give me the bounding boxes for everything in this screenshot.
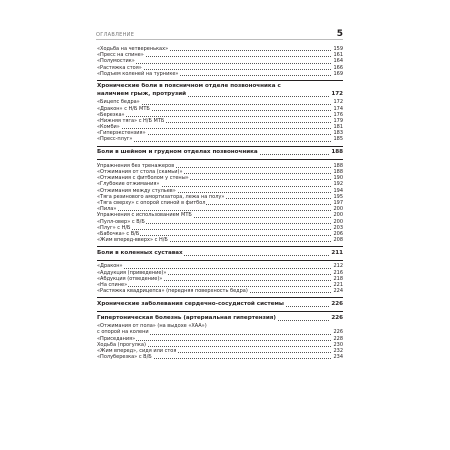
- toc-entry[interactable]: [97, 136, 343, 142]
- toc-entry-title: «Отжимания с фитболом у стены»: [97, 175, 189, 182]
- toc-section-heading[interactable]: [97, 301, 343, 308]
- toc-entry-title: «Полумостик»: [97, 58, 135, 65]
- toc-entry-page: 212: [333, 263, 343, 270]
- toc-entry-page: 226: [333, 329, 343, 336]
- toc-entry-page: 176: [333, 111, 343, 118]
- toc-entry-page: 206: [333, 230, 343, 237]
- toc-entry-title: Боли в шейном и грудном отделах позвоночника: [97, 149, 258, 156]
- toc-entry-title: «Комби»: [97, 124, 120, 131]
- toc-entry-page: 218: [333, 275, 343, 282]
- toc-entry-page: 183: [333, 130, 343, 137]
- toc-section-heading[interactable]: [97, 149, 343, 156]
- toc-entry-page: 203: [333, 224, 343, 231]
- toc-entry-page: 226: [331, 314, 343, 321]
- toc-entry-page: 188: [333, 169, 343, 175]
- toc-entry-page: 230: [333, 341, 343, 348]
- toc-entry-page: 172: [333, 99, 343, 106]
- toc-section-heading[interactable]: [97, 315, 343, 322]
- toc-entry-title: «Тяга сверху» с опорой спиной в фитбол: [97, 199, 206, 206]
- toc-entry-title: «Нижняя тяга» с Н/Б МТБ: [97, 117, 165, 124]
- toc-entry-page: 166: [333, 64, 343, 71]
- toc-entry-title: «Гиперэкстензия»: [97, 130, 146, 137]
- toc-entry-page: 208: [333, 237, 343, 244]
- toc-entry-title: «Аддукция (приведение)»: [97, 269, 167, 276]
- toc-entry-title: «Растяжка стоя»: [97, 64, 142, 71]
- table-of-contents: [97, 46, 343, 360]
- toc-entry-title: «Жим вперед», сидя или стоя: [97, 348, 177, 354]
- toc-entry-page: 174: [333, 105, 343, 112]
- toc-entry-title: «Пресс на спине»: [97, 52, 144, 59]
- toc-entry-page: 159: [333, 46, 343, 52]
- toc-entry-title: «Приседания»: [97, 335, 136, 342]
- toc-entry-page: 195: [333, 193, 343, 200]
- toc-entry-title: «Глубокие отжимания»: [97, 181, 160, 188]
- section-rule: [97, 297, 343, 298]
- toc-entry-title: Хронические боли в поясничном отделе позвоночника с: [97, 83, 281, 90]
- toc-entry-title: «Отжимания от пола» (на выдохе «ХАА»): [97, 323, 207, 330]
- toc-section-heading[interactable]: [97, 250, 343, 257]
- toc-entry-title: Боли в коленных суставах: [97, 249, 183, 256]
- toc-entry-title: Хронические заболевания сердечно-сосудистой системы: [97, 300, 284, 307]
- running-title: ОГЛАВЛЕНИЕ: [96, 32, 135, 38]
- toc-entry-page: 172: [331, 90, 343, 97]
- toc-entry-page: 181: [333, 124, 343, 131]
- section-rule: [97, 260, 343, 261]
- toc-entry-page: 228: [333, 335, 343, 342]
- toc-entry-page: 232: [333, 348, 343, 354]
- toc-entry-title: «Отжимания от стола (скамьи)»: [97, 169, 183, 175]
- toc-entry[interactable]: [97, 354, 343, 360]
- toc-entry-title: «Ходьба на четвереньках»: [97, 46, 169, 52]
- page-number: 5: [336, 29, 343, 39]
- toc-entry-title: Гипертоническая болезнь (артериальная гипертензия): [97, 314, 276, 321]
- toc-entry-title: «Плуг» с Н/Б: [97, 224, 131, 231]
- toc-entry-title: «Растяжка квадрицепса» (передняя поверхность бедра): [97, 288, 248, 295]
- toc-entry-title: «Пила»: [97, 206, 117, 213]
- toc-entry-title: «Березка»: [97, 111, 125, 118]
- toc-entry-page: 226: [331, 300, 343, 307]
- toc-entry-title: «Жим вперед-вверх» с Н/Б: [97, 237, 168, 244]
- toc-entry-page: 179: [333, 117, 343, 124]
- toc-entry-title: «Полуберезка» с В/Б: [97, 354, 152, 361]
- toc-entry-title: «Дракон»: [97, 263, 123, 270]
- toc-entry-title: с опорой на колени: [97, 329, 149, 336]
- toc-entry-page: 200: [333, 218, 343, 225]
- toc-section-heading[interactable]: [97, 91, 343, 98]
- toc-entry-title: «Пресс-плуг»: [97, 136, 133, 143]
- toc-entry-page: 197: [333, 199, 343, 206]
- toc-entry-title: «Тяга резинового амортизатора, лежа на полу»: [97, 193, 225, 200]
- toc-entry[interactable]: [97, 237, 343, 243]
- running-header: [96, 31, 343, 43]
- toc-section-heading[interactable]: [97, 83, 343, 90]
- toc-entry-page: 192: [333, 181, 343, 188]
- toc-entry-title: «Отжимания между стульев»: [97, 187, 176, 194]
- toc-entry-page: 185: [333, 136, 343, 143]
- toc-entry-page: 200: [333, 206, 343, 213]
- section-rule: [97, 80, 343, 81]
- toc-entry-title: Упражнения без тренажеров: [97, 162, 175, 169]
- toc-entry-page: 188: [333, 162, 343, 169]
- toc-entry-page: 194: [333, 187, 343, 194]
- toc-entry-title: «Дракон» с Н/Б МТБ: [97, 105, 150, 112]
- toc-entry-page: 234: [333, 354, 343, 361]
- toc-entry-page: 161: [333, 52, 343, 59]
- toc-entry-page: 200: [333, 212, 343, 219]
- toc-entry-title: «Пулл-овер» с В/Б: [97, 218, 145, 225]
- toc-entry-page: 224: [333, 288, 343, 295]
- toc-entry-page: 164: [333, 58, 343, 65]
- toc-entry[interactable]: [97, 71, 343, 77]
- toc-entry-title: «Абдукция (отведение)»: [97, 275, 163, 282]
- toc-entry-page: 216: [333, 269, 343, 276]
- toc-entry-title: «Подъем коленей на турнике»: [97, 70, 179, 77]
- toc-entry-page: 188: [331, 149, 343, 156]
- toc-entry-title: «Бицепс бедра»: [97, 99, 140, 106]
- toc-entry-page: 190: [333, 175, 343, 182]
- header-rule: [96, 39, 343, 40]
- section-rule: [97, 246, 343, 247]
- toc-entry-page: 211: [331, 249, 343, 256]
- section-rule: [97, 146, 343, 147]
- section-rule: [97, 311, 343, 312]
- toc-entry-title: Ходьба (прогулка): [97, 341, 146, 348]
- toc-entry-page: 169: [333, 70, 343, 77]
- toc-entry-title: наличием грыж, протрузий: [97, 90, 187, 97]
- toc-entry-page: 221: [333, 282, 343, 288]
- section-rule: [97, 159, 343, 160]
- toc-entry[interactable]: [97, 288, 343, 294]
- toc-entry-title: «Бабочка» с В/Б: [97, 230, 140, 237]
- toc-entry-title: Упражнения с использованием МТБ: [97, 212, 192, 219]
- toc-entry-title: «На спине»: [97, 282, 128, 288]
